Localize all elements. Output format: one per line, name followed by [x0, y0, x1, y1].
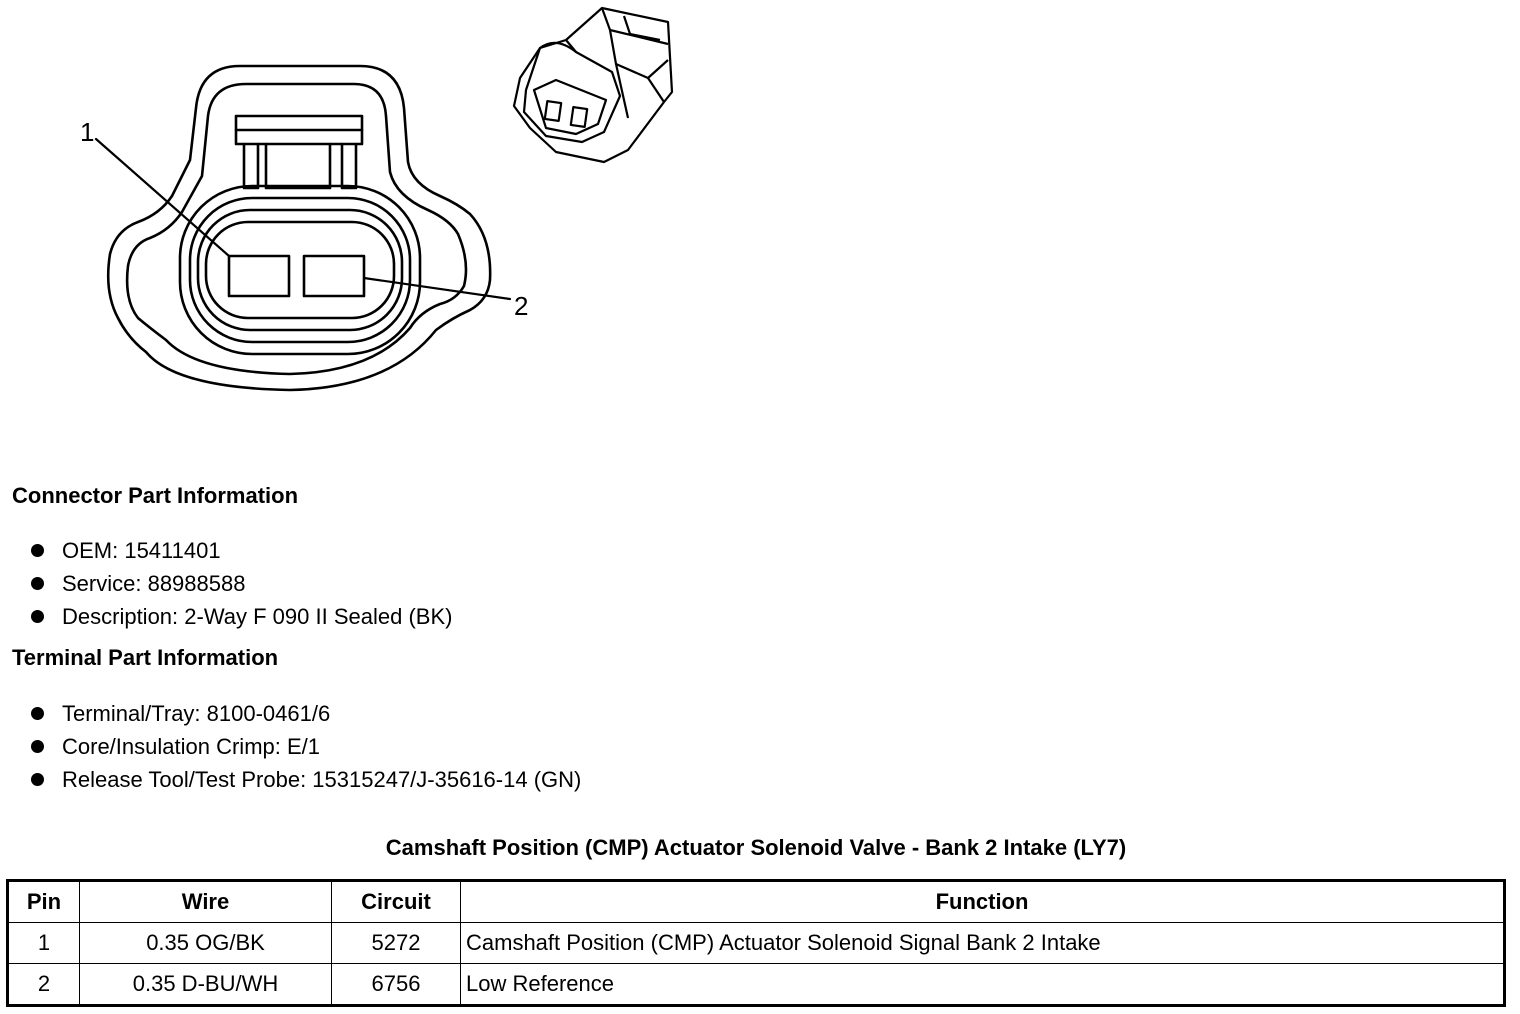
- cell-circuit: 6756: [332, 964, 461, 1006]
- terminal-part-info-list: [28, 697, 581, 796]
- terminal-part-info-heading: Terminal Part Information: [12, 645, 279, 670]
- bullet-icon: [31, 773, 44, 786]
- list-item: Release Tool/Test Probe: 15315247/J-35616-14 (GN): [28, 763, 581, 796]
- column-header-pin: Pin: [8, 881, 80, 923]
- cell-function: Camshaft Position (CMP) Actuator Solenoid Signal Bank 2 Intake: [461, 923, 1505, 964]
- bullet-icon: [31, 610, 44, 623]
- terminal-cavity-1: [229, 256, 289, 296]
- table-row: [8, 964, 1505, 1006]
- column-header-wire: Wire: [80, 881, 332, 923]
- connector-part-info-heading: Connector Part Information: [12, 483, 299, 508]
- list-item: OEM: 15411401: [28, 534, 452, 567]
- cell-function: Low Reference: [461, 964, 1505, 1006]
- bullet-icon: [31, 707, 44, 720]
- list-item: Core/Insulation Crimp: E/1: [28, 730, 581, 763]
- terminal-cavity-2: [304, 256, 364, 296]
- pin-1-callout: 1: [80, 117, 95, 147]
- list-item: Service: 88988588: [28, 567, 452, 600]
- cell-pin: 1: [8, 923, 80, 964]
- cell-wire: 0.35 D-BU/WH: [80, 964, 332, 1006]
- cell-wire: 0.35 OG/BK: [80, 923, 332, 964]
- bullet-icon: [31, 577, 44, 590]
- pin-table: [6, 879, 1506, 1007]
- bullet-icon: [31, 544, 44, 557]
- list-item: Description: 2-Way F 090 II Sealed (BK): [28, 600, 452, 633]
- connector-diagram: [0, 0, 720, 420]
- table-row: [8, 923, 1505, 964]
- list-item: Terminal/Tray: 8100-0461/6: [28, 697, 581, 730]
- table-header-row: [8, 881, 1505, 923]
- connector-part-info-list: [28, 534, 452, 633]
- pin-2-callout: 2: [514, 291, 529, 321]
- column-header-function: Function: [461, 881, 1505, 923]
- cell-circuit: 5272: [332, 923, 461, 964]
- pin-table-title: Camshaft Position (CMP) Actuator Solenoid Valve - Bank 2 Intake (LY7): [385, 835, 1127, 860]
- cell-pin: 2: [8, 964, 80, 1006]
- column-header-circuit: Circuit: [332, 881, 461, 923]
- connector-isometric-view: [514, 8, 672, 162]
- bullet-icon: [31, 740, 44, 753]
